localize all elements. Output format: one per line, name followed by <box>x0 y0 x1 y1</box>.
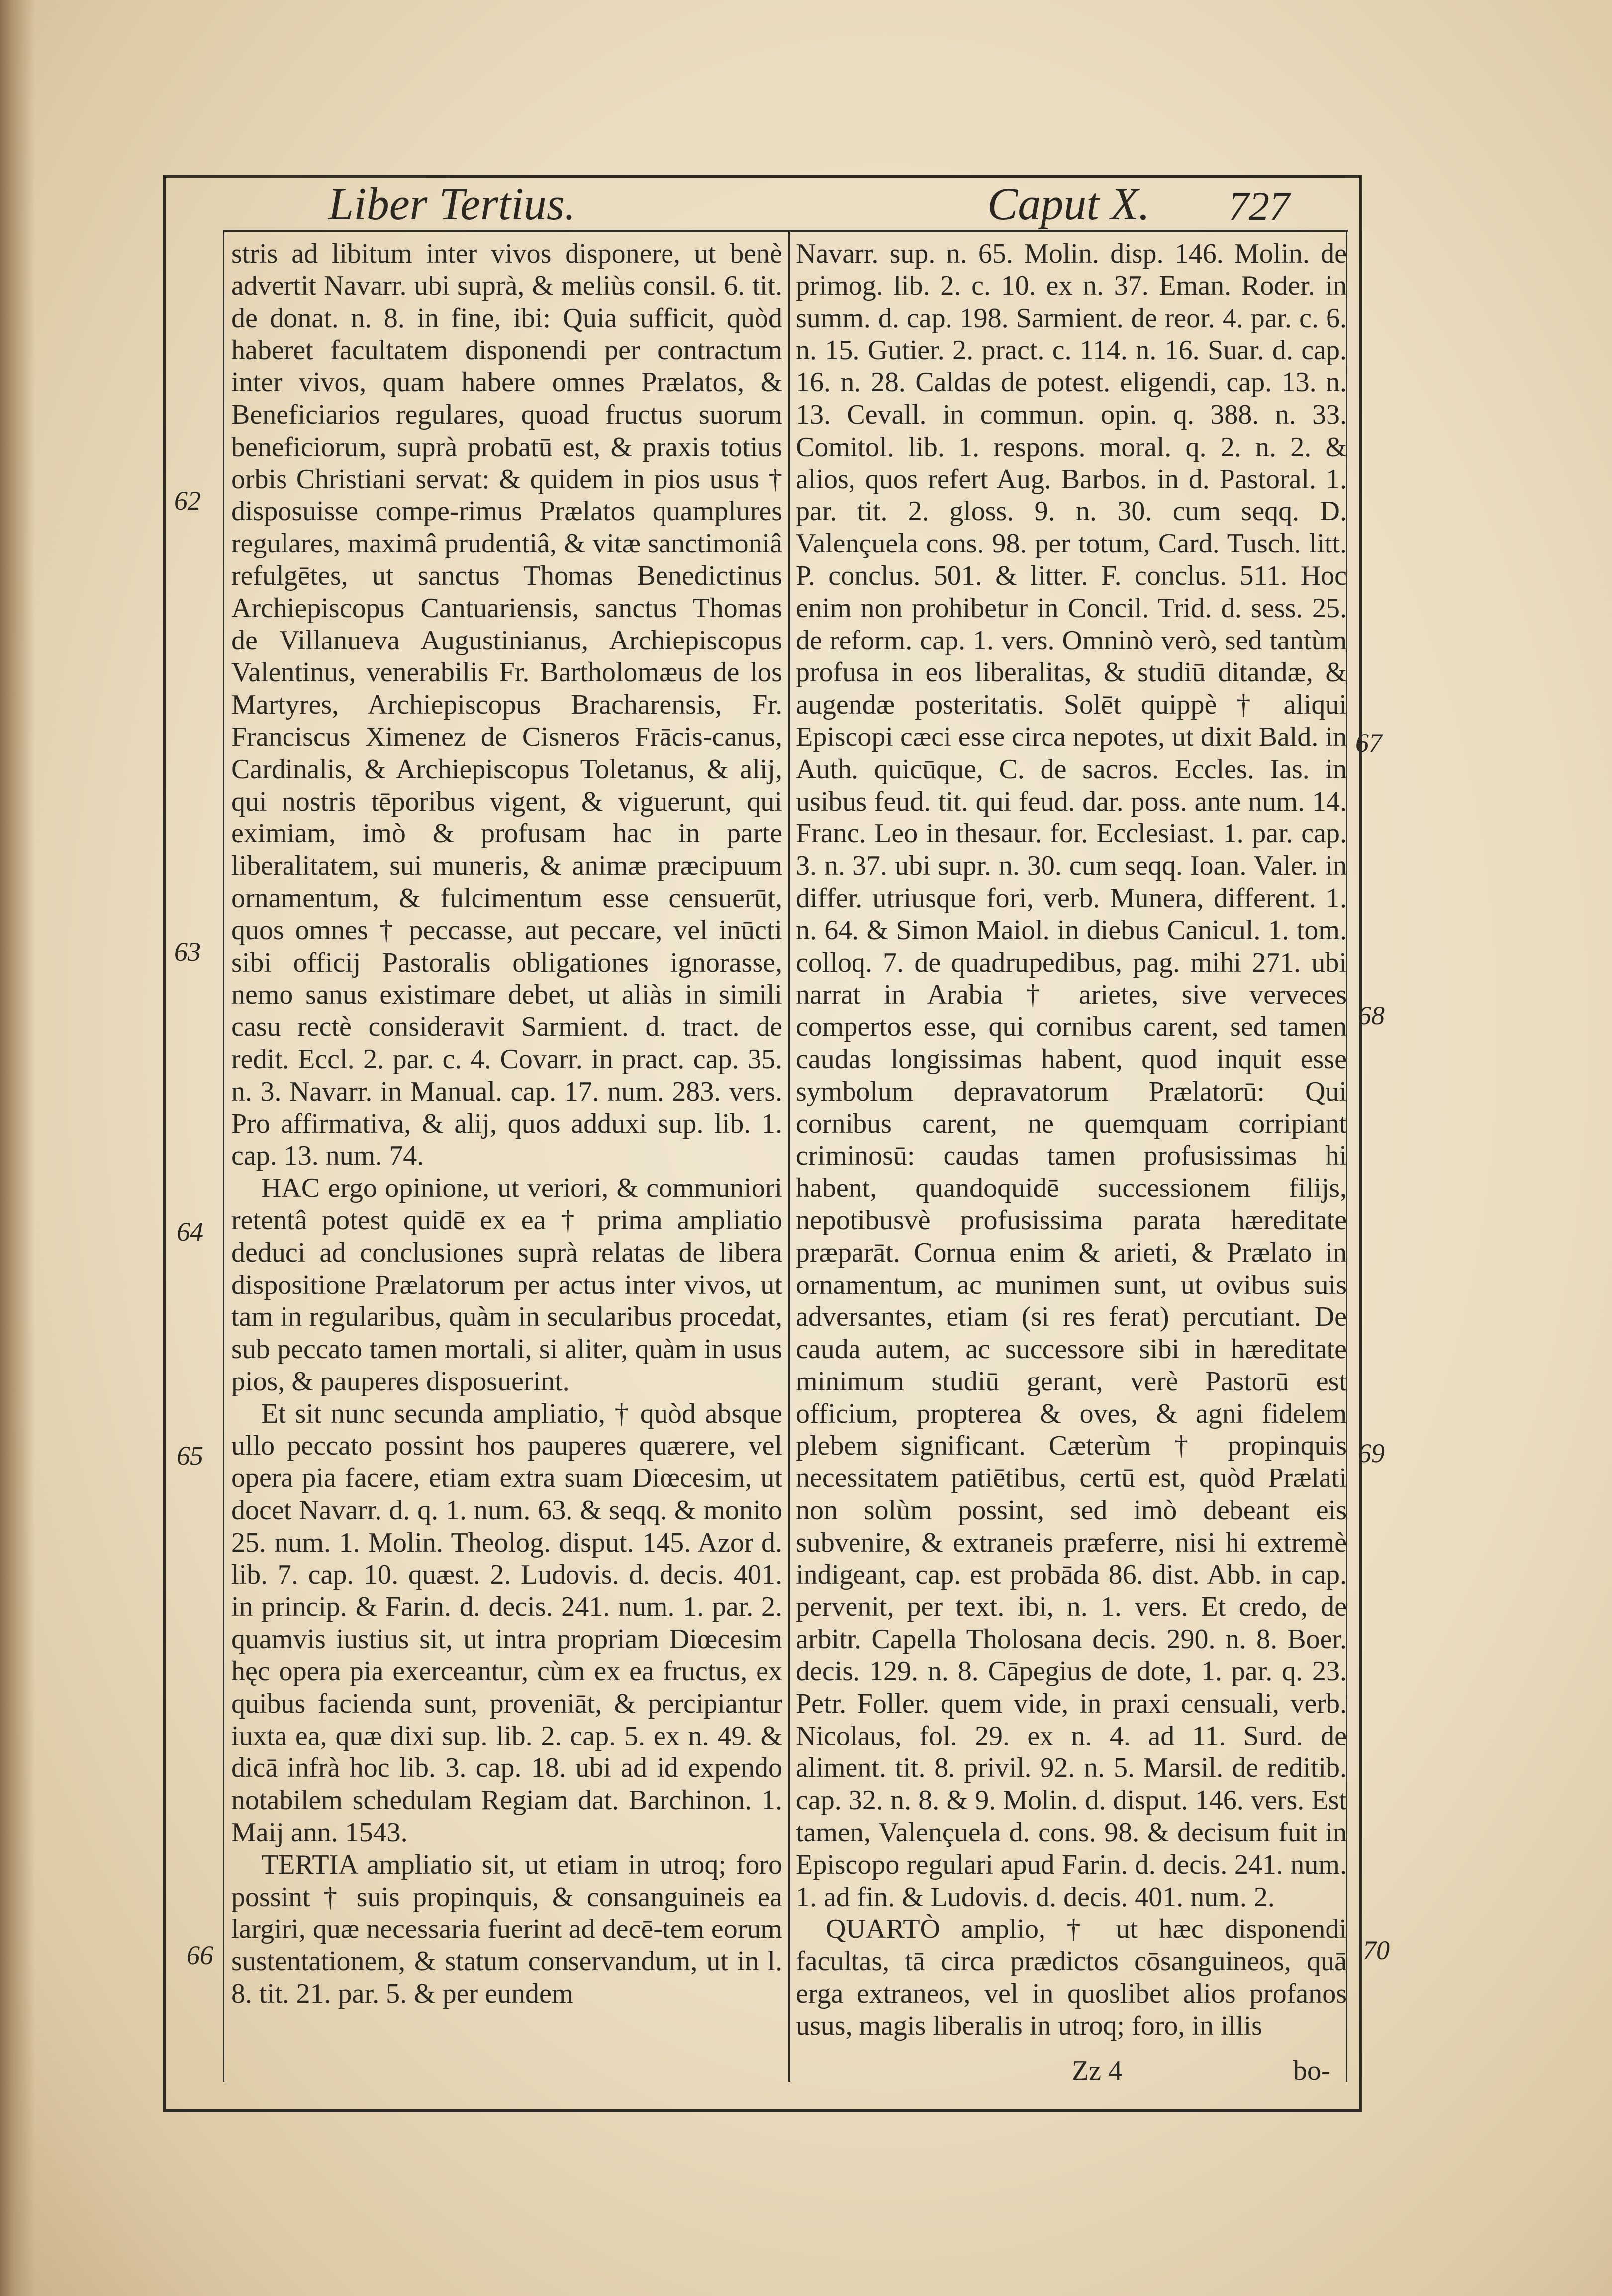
signature-mark: Zz 4 <box>1072 2055 1123 2086</box>
bottom-rule <box>163 2109 1362 2111</box>
running-head-left: Liber Tertius. <box>328 179 576 229</box>
margin-number-62: 62 <box>174 486 201 516</box>
margin-number-67: 67 <box>1355 728 1382 758</box>
right-paragraph-2: QUARTÒ amplio, † ut hæc disponendi facultas, tā circa prædictos cōsanguineos, quā erga extraneos, vel in quoslibet alios profanos usus, magis liberalis in utroq; foro, in illis <box>796 1914 1347 2041</box>
page-number: 727 <box>1229 184 1290 229</box>
catchword: bo- <box>1293 2055 1330 2086</box>
margin-number-70: 70 <box>1363 1935 1390 1965</box>
margin-number-64: 64 <box>177 1217 203 1247</box>
column-divider <box>788 232 790 2082</box>
running-head-right: Caput X. <box>987 179 1150 229</box>
margin-number-63: 63 <box>174 937 201 967</box>
left-paragraph-2: HAC ergo opinione, ut veriori, & communiori retentâ potest quidē ex ea † prima ampliatio deduci ad conclusiones suprà relatas de libera dispositione Prælatorum per actus inter vivos, ut tam in regularibus, quàm in secularibus procedat, sub peccato tamen mortali, si aliter, quàm in usus pios, & pauperes disposuerint. <box>231 1173 782 1397</box>
margin-number-68: 68 <box>1358 1001 1385 1030</box>
left-paragraph-1: stris ad libitum inter vivos disponere, ut benè advertit Navarr. ubi suprà, & meliùs consil. 6. tit. de donat. n. 8. in fine, ibi: Quia sufficit, quòd haberet facultatem disponendi per contractum inter vivos, quam habere omnes Prælatos, & Beneficiarios regulares, quoad fructus suorum beneficiorum, suprà probatū est, & praxis totius orbis Christiani servat: & quidem in pios usus † disposuisse compe-rimus Prælatos quamplures regulares, maximâ prudentiâ, & vitæ sanctimoniâ refulgētes, ut sanctus Thomas Benedictinus Archiepiscopus Cantuariensis, sanctus Thomas de Villanueva Augustinianus, Archiepiscopus Valentinus, venerabilis Fr. Bartholomæus de los Martyres, Archiepiscopus Bracharensis, Fr. Franciscus Ximenez de Cisneros Frācis-canus, Cardinalis, & Archiepiscopus Toletanus, & alij, qui nostris tēporibus vigent, & viguerunt, qui eximiam, imò & profusam hac in parte liberalitatem, sui muneris, & animæ præcipuum ornamentum, & fulcimentum esse censuerūt, quos omnes † peccasse, aut peccare, vel inūcti sibi officij Pastoralis obligationes ignorasse, nemo sanus existimare debet, ut aliàs in simili casu rectè consideravit Sarmient. d. tract. de redit. Eccl. 2. par. c. 4. Covarr. in pract. cap. 35. n. 3. Navarr. in Manual. cap. 17. num. 283. vers. Pro affirmativa, & alij, quos adduxi sup. lib. 1. cap. 13. num. 74. <box>231 238 782 1172</box>
left-column-rule <box>223 232 224 2082</box>
margin-number-66: 66 <box>187 1940 213 1970</box>
margin-number-65: 65 <box>177 1441 203 1470</box>
right-paragraph-1: Navarr. sup. n. 65. Molin. disp. 146. Molin. de primog. lib. 2. c. 10. ex n. 37. Eman. Roder. in summ. d. cap. 198. Sarmient. de reor. 4. par. c. 6. n. 15. Gutier. 2. pract. c. 114. n. 16. Suar. d. cap. 16. n. 28. Caldas de potest. eligendi, cap. 13. n. 13. Cevall. in commun. opin. q. 388. n. 33. Comitol. lib. 1. respons. moral. q. 2. n. 2. & alios, quos refert Aug. Barbos. in d. Pastoral. 1. par. tit. 2. gloss. 9. n. 30. cum seqq. D. Valençuela cons. 98. per totum, Card. Tusch. litt. P. conclus. 501. & litter. F. conclus. 511. Hoc enim non prohibetur in Concil. Trid. d. sess. 25. de reform. cap. 1. vers. Omninò verò, sed tantùm profusa in eos liberalitas, & studiū ditandæ, & augendæ posteritatis. Solēt quippè † aliqui Episcopi cæci esse circa nepotes, ut dixit Bald. in Auth. quicūque, C. de sacros. Eccles. Ias. in usibus feud. tit. qui feud. dar. poss. ante num. 14. Franc. Leo in thesaur. for. Ecclesiast. 1. par. cap. 3. n. 37. ubi supr. n. 30. cum seqq. Ioan. Valer. in differ. utriusque fori, verb. Munera, different. 1. n. 64. & Simon Maiol. in diebus Canicul. 1. tom. colloq. 7. de quadrupedibus, pag. mihi 271. ubi narrat in Arabia † arietes, sive verveces compertos esse, qui cornibus carent, sed tamen caudas longissimas habent, quod inquit esse symbolum depravatorum Prælatorū: Qui cornibus carent, ne quemquam corripiant criminosū: caudas tamen profusissimas hi habent, quandoquidē successionem filijs, nepotibusvè profusissima parata hæreditate præparāt. Cornua enim & arieti, & Prælato in ornamentum, ac munimen sunt, ut ovibus suis adversantes, etiam (si res ferat) percutiant. De cauda autem, ac successore sibi in hæreditate minimum studiū gerant, verè Pastorū est officium, propterea & oves, & agni fidelem plebem significant. Cæterùm † propinquis necessitatem patiētibus, certū est, quòd Prælati non solùm possint, sed imò debeant eis subvenire, & extraneis præferre, nisi hi extremè indigeant, cap. est probāda 86. dist. Abb. in cap. pervenit, per text. ibi, n. 1. vers. Et credo, de arbitr. Capella Tholosana decis. 290. n. 8. Boer. decis. 129. n. 8. Cāpegius de dote, 1. par. q. 23. Petr. Foller. quem vide, in praxi censuali, verb. Nicolaus, fol. 29. ex n. 4. ad 11. Surd. de aliment. tit. 8. privil. 92. n. 5. Marsil. de reditib. cap. 32. n. 8. & 9. Molin. d. disput. 146. vers. Est tamen, Valençuela d. cons. 98. & decisum fuit in Episcopo regulari apud Farin. d. decis. 241. num. 1. ad fin. & Ludovis. d. decis. 401. num. 2. <box>796 238 1347 1913</box>
left-column <box>231 238 782 2010</box>
left-paragraph-3: Et sit nunc secunda ampliatio, † quòd absque ullo peccato possint hos pauperes quærere, vel opera pia facere, etiam extra suam Diœcesim, ut docet Navarr. d. q. 1. num. 63. & seqq. & monito 25. num. 1. Molin. Theolog. disput. 145. Azor d. lib. 7. cap. 10. quæst. 2. Ludovis. d. decis. 401. in princip. & Farin. d. decis. 241. num. 1. par. 2. quamvis iustius sit, ut intra propriam Diœcesim hęc opera pia exerceantur, cùm ex ea fructus, ex quibus facienda sunt, proveniāt, & percipiantur iuxta ea, quæ dixi sup. lib. 2. cap. 5. ex n. 49. & dicā infrà hoc lib. 3. cap. 18. ubi ad id expendo notabilem schedulam Regiam dat. Barchinon. 1. Maij ann. 1543. <box>231 1398 782 1848</box>
spine-shadow <box>0 0 35 2296</box>
margin-number-69: 69 <box>1358 1438 1385 1468</box>
right-column <box>796 238 1347 2042</box>
left-paragraph-4: TERTIA ampliatio sit, ut etiam in utroq; foro possint † suis propinquis, & consanguineis ea largiri, quæ necessaria fuerint ad decē-tem eorum sustentationem, & statum conservandum, ut in l. 8. tit. 21. par. 5. & per eundem <box>231 1849 782 2010</box>
